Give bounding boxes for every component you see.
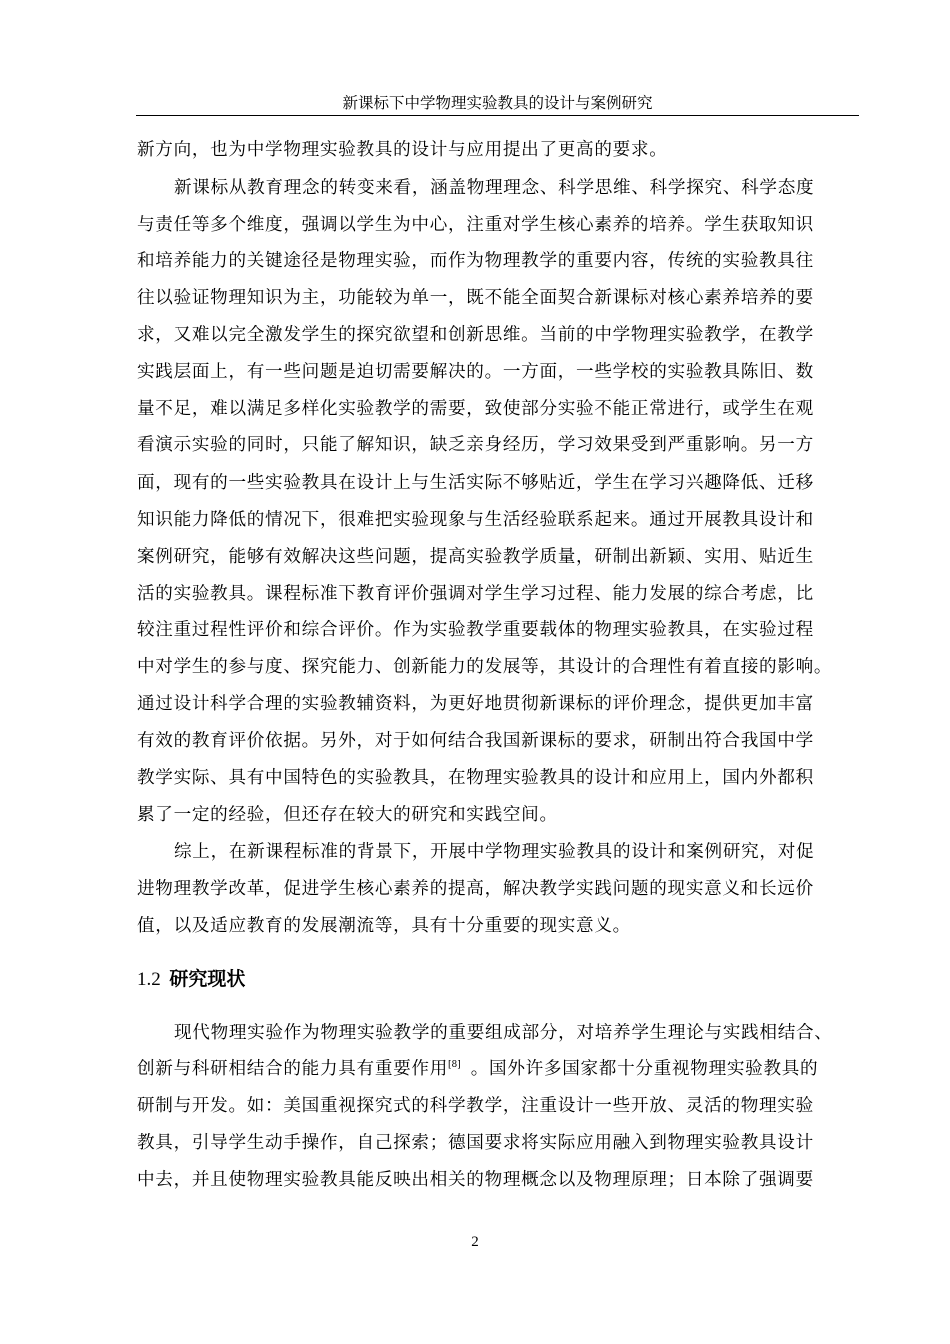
page-number: 2 xyxy=(471,1234,479,1250)
body-text-line: 进物理教学改革，促进学生核心素养的提高，解决教学实践问题的现实意义和长远价 xyxy=(137,879,814,899)
body-text-line: 研制与开发。如：美国重视探究式的科学教学，注重设计一些开放、灵活的物理实验 xyxy=(137,1096,814,1116)
body-text-line: 中对学生的参与度、探究能力、创新能力的发展等，其设计的合理性有着直接的影响。 xyxy=(137,657,833,677)
body-text-line: 中去，并且使物理实验教具能反映出相关的物理概念以及物理原理；日本除了强调要 xyxy=(137,1170,814,1190)
paragraph-first-line: 现代物理实验作为物理实验教学的重要组成部分，对培养学生理论与实践相结合、 xyxy=(174,1023,833,1043)
body-text-line: 看演示实验的同时，只能了解知识，缺乏亲身经历，学习效果受到严重影响。另一方 xyxy=(137,435,814,455)
body-text-line: 知识能力降低的情况下，很难把实验现象与生活经验联系起来。通过开展教具设计和 xyxy=(137,510,814,530)
body-text-line: 值，以及适应教育的发展潮流等，具有十分重要的现实意义。 xyxy=(137,916,631,936)
body-text-line: 新方向，也为中学物理实验教具的设计与应用提出了更高的要求。 xyxy=(137,140,668,160)
section-heading xyxy=(137,966,245,993)
citation-reference[interactable]: [8] xyxy=(448,1060,461,1070)
body-text-line: 累了一定的经验，但还存在较大的研究和实践空间。 xyxy=(137,805,558,825)
body-text-line: 教具，引导学生动手操作，自己探索；德国要求将实际应用融入到物理实验教具设计 xyxy=(137,1133,814,1153)
running-header-title: 新课标下中学物理实验教具的设计与案例研究 xyxy=(342,94,653,112)
body-text-line: 和培养能力的关键途径是物理实验，而作为物理教学的重要内容，传统的实验教具往 xyxy=(137,251,814,271)
body-text-line: 面，现有的一些实验教具在设计上与生活实际不够贴近，学生在学习兴趣降低、迁移 xyxy=(137,473,814,493)
paragraph-first-line: 新课标从教育理念的转变来看，涵盖物理理念、科学思维、科学探究、科学态度 xyxy=(174,178,815,198)
body-text-line: 通过设计科学合理的实验教辅资料，为更好地贯彻新课标的评价理念，提供更加丰富 xyxy=(137,694,814,714)
section-number: 1.2 xyxy=(137,969,161,990)
body-text-line: 较注重过程性评价和综合评价。作为实验教学重要载体的物理实验教具，在实验过程 xyxy=(137,620,814,640)
body-text-line: 案例研究，能够有效解决这些问题，提高实验教学质量，研制出新颖、实用、贴近生 xyxy=(137,547,814,567)
body-text-line: 有效的教育评价依据。另外，对于如何结合我国新课标的要求，研制出符合我国中学 xyxy=(137,731,814,751)
body-text-line: 与责任等多个维度，强调以学生为中心，注重对学生核心素养的培养。学生获取知识 xyxy=(137,215,814,235)
body-text-line xyxy=(137,1058,859,1080)
body-text-fragment: 创新与科研相结合的能力具有重要作用 xyxy=(137,1059,448,1079)
body-text-line: 往以验证物理知识为主，功能较为单一，既不能全面契合新课标对核心素养培养的要 xyxy=(137,288,814,308)
body-text-line: 实践层面上，有一些问题是迫切需要解决的。一方面，一些学校的实验教具陈旧、数 xyxy=(137,362,814,382)
body-text-line: 求，又难以完全激发学生的探究欲望和创新思维。当前的中学物理实验教学，在教学 xyxy=(137,325,814,345)
header-divider xyxy=(136,115,859,116)
paragraph-first-line: 综上，在新课程标准的背景下，开展中学物理实验教具的设计和案例研究，对促 xyxy=(174,842,815,862)
body-text-fragment: 。国外许多国家都十分重视物理实验教具的 xyxy=(470,1059,819,1079)
body-text-line: 教学实际、具有中国特色的实验教具，在物理实验教具的设计和应用上，国内外都积 xyxy=(137,768,814,788)
section-title: 研究现状 xyxy=(169,968,246,990)
body-text-line: 量不足，难以满足多样化实验教学的需要，致使部分实验不能正常进行，或学生在观 xyxy=(137,399,814,419)
body-text-line: 活的实验教具。课程标准下教育评价强调对学生学习过程、能力发展的综合考虑，比 xyxy=(137,584,814,604)
